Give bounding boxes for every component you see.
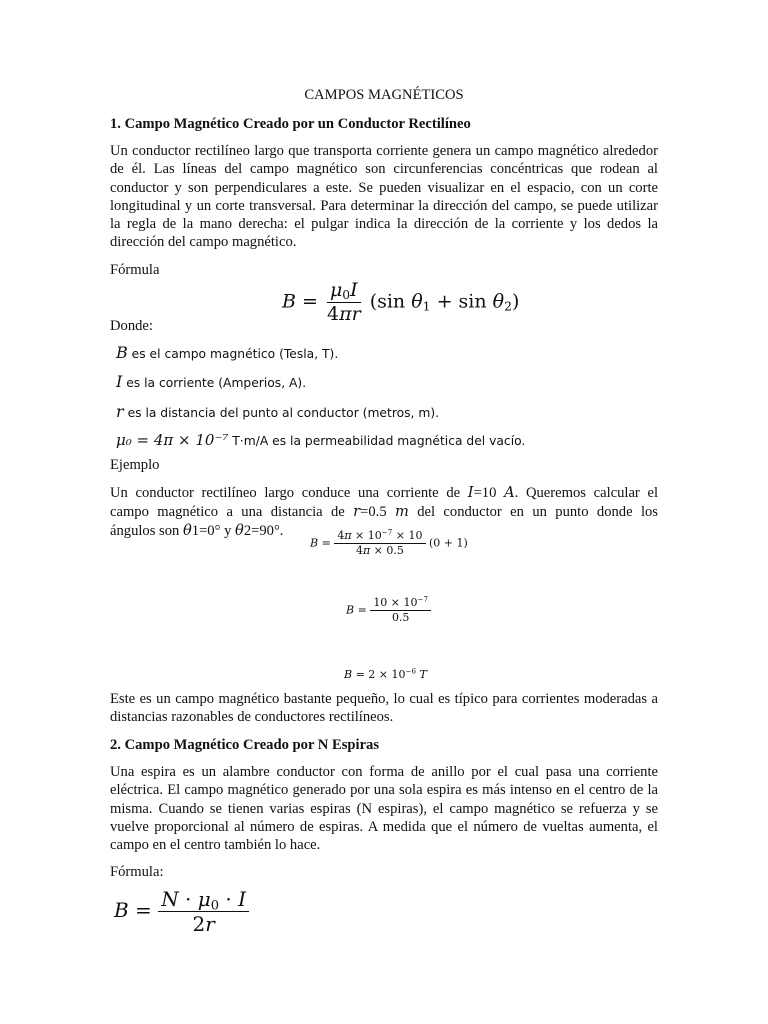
example-text: del conductor en un punto donde los [408, 504, 658, 520]
definition-r [116, 403, 439, 422]
formula-label: Fórmula [110, 262, 160, 278]
example-symbol-theta: θ [235, 522, 244, 539]
example-line-1 [110, 484, 658, 502]
example-text: ángulos son [110, 523, 183, 539]
example-text: 1=0° y [191, 523, 236, 539]
section2-formula-label: Fórmula: [110, 864, 164, 880]
example-text: =0.5 [360, 504, 395, 520]
example-unit-m: m [395, 503, 409, 520]
definition-r-symbol: r [116, 402, 124, 421]
definition-b [116, 344, 338, 363]
definition-i [116, 373, 306, 392]
example-text: 2=90°. [243, 523, 284, 539]
example-text: =10 [473, 485, 505, 501]
section1-heading: 1. Campo Magnético Creado por un Conductor Rectilíneo [110, 116, 471, 132]
section2-heading: 2. Campo Magnético Creado por N Espiras [110, 737, 380, 753]
definition-i-symbol: I [116, 372, 123, 391]
example-symbol-r: r [353, 503, 361, 520]
definition-b-symbol: B [116, 343, 128, 362]
calc-step-2: B = $\frac{10 \times 10^{-7}}{0.5}$ [346, 597, 431, 624]
document-title: CAMPOS MAGNÉTICOS [304, 87, 464, 103]
example-text: campo magnético a una distancia de [110, 504, 354, 520]
example-label: Ejemplo [110, 457, 160, 473]
example-symbol-theta: θ [182, 522, 192, 539]
definition-mu0 [116, 431, 525, 450]
example-conclusion: Este es un campo magnético bastante pequeño, lo cual es típico para corrientes moderadas a distancias razonables de conductores rectilíneos. [110, 691, 658, 726]
example-line-2 [110, 503, 658, 521]
definition-i-text: es la corriente (Amperios, A). [122, 376, 307, 390]
example-text: . Queremos calcular el [514, 485, 659, 501]
example-unit-a: A [504, 484, 515, 501]
definition-b-text: es el campo magnético (Tesla, T). [127, 347, 339, 361]
section2-paragraph: Una espira es un alambre conductor con forma de anillo por el cual pasa una corriente eléctrica. El campo magnético generado por una sola espira es más intenso en el centro de la misma. Cuando se tienen varias espiras (N espiras), el campo magnético se refuerza y se vuelve proporcional al número de espiras. A medida que el número de vueltas aumenta, el campo en el centro también lo hace. [110, 764, 658, 854]
calc-step-1: B = $\frac{4\pi \times 10^{-7} \times 10}{4\pi \times 0.5}$ (0 + 1) [310, 527, 468, 558]
definition-mu0-symbol: μ₀ = 4π × 10⁻⁷ [116, 431, 229, 449]
espiras-formula: B = $\frac{N \cdot \mu_0 \cdot I}{2r}$ [114, 888, 249, 935]
example-text: Un conductor rectilíneo largo conduce una corriente de [110, 485, 468, 501]
example-symbol-i: I [467, 484, 474, 501]
section1-paragraph: Un conductor rectilíneo largo que transporta corriente genera un campo magnético alrededor de él. Las líneas del campo magnético son circunferencias concéntricas que rodean al conductor y son perpendiculares a este. Se pueden visualizar en el espacio, con un corte longitudinal y un corte transversal. Para determinar la dirección del campo, se puede utilizar la regla de la mano derecha: el pulgar indica la dirección de la corriente y los dedos la dirección del campo magnético. [110, 143, 658, 251]
calc-result: $B = 2 \times 10^{-6}$ T [344, 666, 427, 681]
biot-savart-formula: B = $\frac{\mu_0I}{4\pi r}$ (sin $\theta_1 + \sin \theta_2$) [282, 279, 520, 325]
definition-r-text: es la distancia del punto al conductor (metros, m). [123, 406, 440, 420]
definition-mu0-text: T·m/A es la permeabilidad magnética del vacío. [228, 434, 526, 448]
where-label: Donde: [110, 318, 153, 334]
